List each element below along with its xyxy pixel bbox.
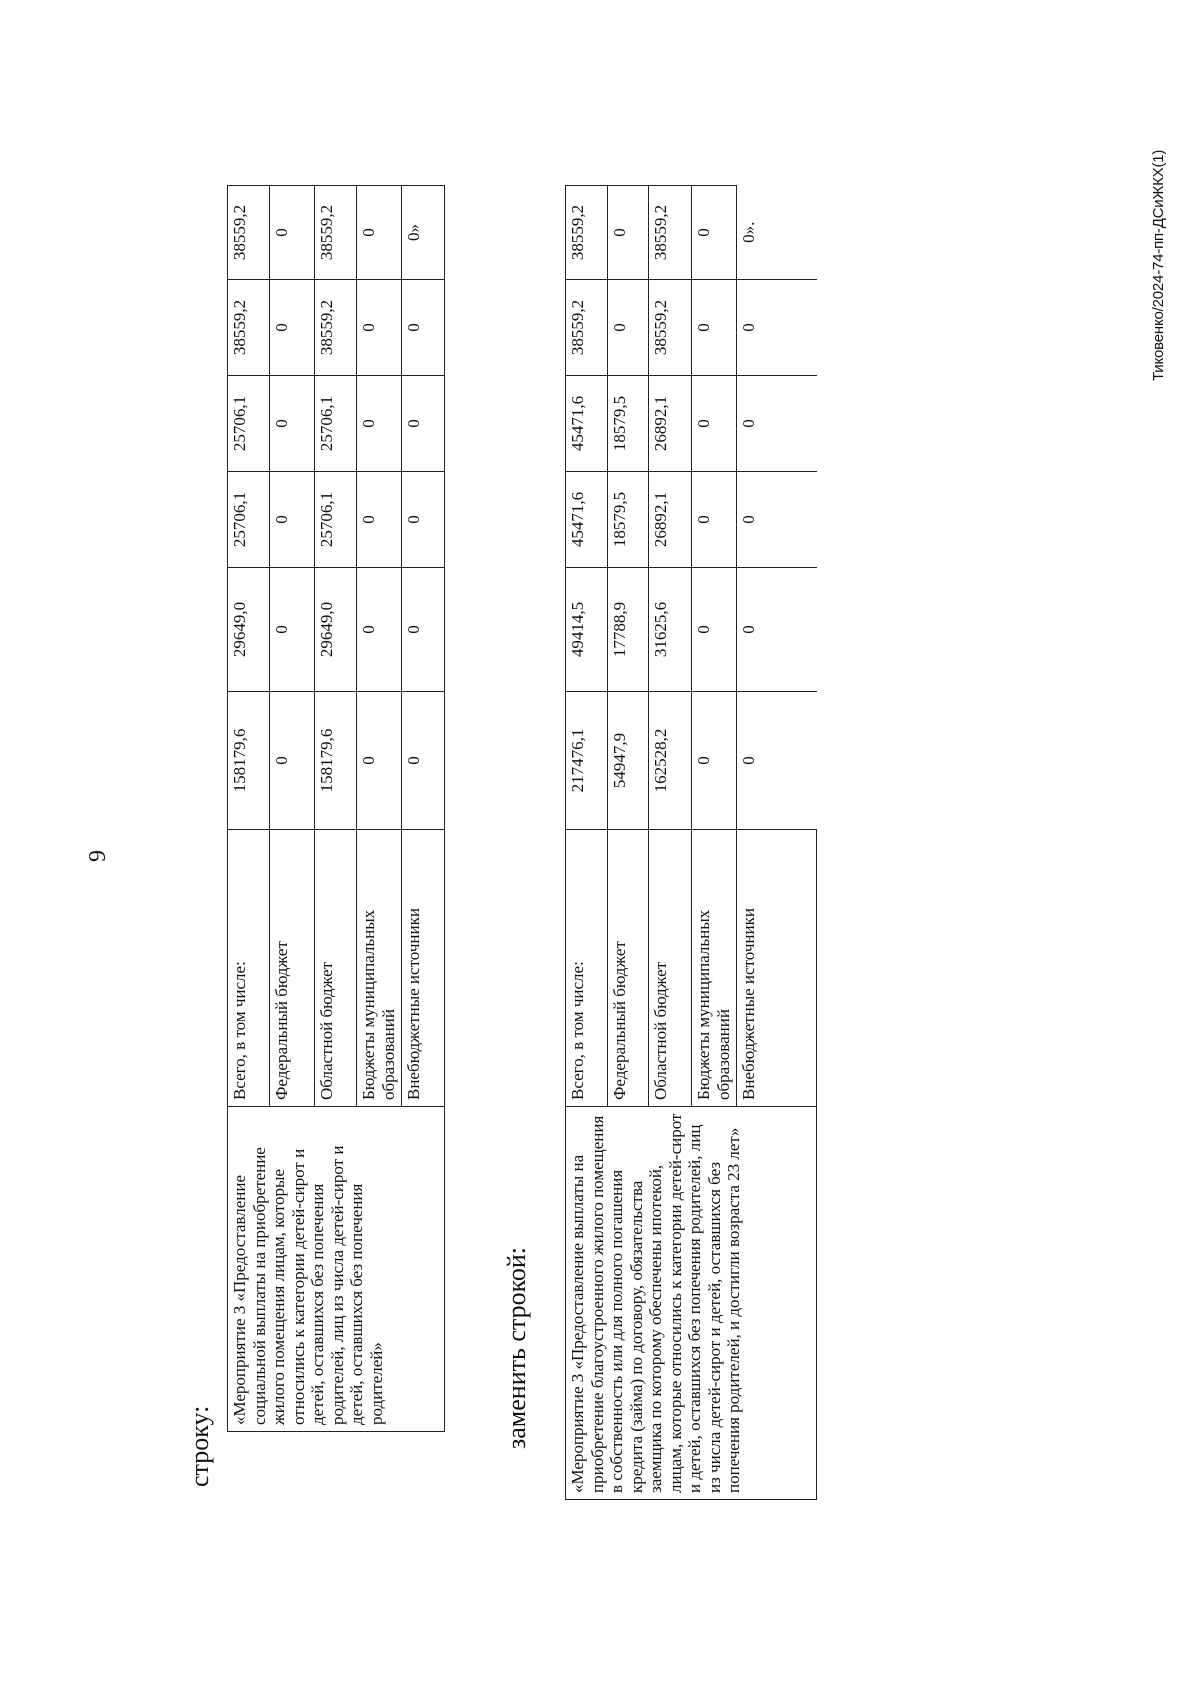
value-cell: 0 [692, 186, 737, 280]
value-cell: 0 [270, 568, 315, 692]
caption-with-row: заменить строкой: [502, 1246, 531, 1449]
value-cell: 25706,1 [315, 472, 357, 568]
value-cell: 0 [692, 568, 737, 692]
value-cell: 0» [402, 186, 445, 280]
funding-source: Внебюджетные источники [737, 830, 817, 1107]
value-cell: 158179,6 [228, 692, 270, 830]
value-cell: 0 [402, 472, 445, 568]
value-cell: 0 [402, 568, 445, 692]
funding-source: Федеральный бюджет [608, 830, 649, 1107]
new-activity-table [565, 185, 817, 1500]
funding-source: Областной бюджет [315, 830, 357, 1107]
value-cell: 0 [692, 692, 737, 830]
value-cell: 0 [357, 472, 402, 568]
value-cell: 25706,1 [228, 472, 270, 568]
value-cell: 49414,5 [566, 568, 608, 692]
value-cell: 0 [692, 280, 737, 376]
value-cell: 217476,1 [566, 692, 608, 830]
value-cell: 0 [357, 568, 402, 692]
value-cell: 158179,6 [315, 692, 357, 830]
value-cell: 38559,2 [315, 186, 357, 280]
funding-source: Внебюджетные источники [402, 830, 445, 1107]
activity-description: «Мероприятие 3 «Предоставление выплаты на приобретение благоустроенного жилого помещения в собственность или для полного погашения кредита (займа) по договору, обязательства заемщика по которому обеспечены ипотекой, лицам, которые относились к категории детей-сирот и детей, оставшихся без попечения родителей, лиц из числа детей-сирот и детей, оставшихся без попечения родителей, и достигли возраста 23 лет» [566, 1107, 817, 1500]
value-cell: 0 [737, 568, 817, 692]
value-cell: 18579,5 [608, 376, 649, 472]
value-cell: 0 [692, 376, 737, 472]
value-cell: 38559,2 [649, 186, 692, 280]
value-cell: 0 [692, 472, 737, 568]
value-cell: 38559,2 [315, 280, 357, 376]
value-cell: 0 [402, 692, 445, 830]
value-cell: 0 [608, 186, 649, 280]
value-cell: 38559,2 [228, 186, 270, 280]
funding-source: Бюджеты муниципальных образований [692, 830, 737, 1107]
value-cell: 0 [357, 280, 402, 376]
activity-description: «Мероприятие 3 «Предоставление социальной выплаты на приобретение жилого помещения лицам, которые относились к категории детей-сирот и детей, оставшихся без попечения родителей, лиц из числа детей-сирот и детей, оставшихся без попечения родителей» [228, 1107, 445, 1432]
funding-source: Областной бюджет [649, 830, 692, 1107]
value-cell: 0 [357, 692, 402, 830]
value-cell: 0 [608, 280, 649, 376]
value-cell: 26892,1 [649, 376, 692, 472]
value-cell: 0 [357, 376, 402, 472]
table-row [228, 186, 270, 1432]
value-cell: 0 [357, 186, 402, 280]
caption-replace-row: строку: [185, 1405, 214, 1487]
value-cell: 0 [270, 280, 315, 376]
value-cell: 29649,0 [228, 568, 270, 692]
value-cell: 54947,9 [608, 692, 649, 830]
value-cell: 0 [270, 472, 315, 568]
funding-source: Бюджеты муниципальных образований [357, 830, 402, 1107]
value-cell: 26892,1 [649, 472, 692, 568]
value-cell: 0 [737, 376, 817, 472]
value-cell: 0 [270, 186, 315, 280]
funding-source: Всего, в том числе: [566, 830, 608, 1107]
value-cell: 25706,1 [315, 376, 357, 472]
value-cell: 0 [402, 376, 445, 472]
value-cell: 0 [402, 280, 445, 376]
value-cell: 25706,1 [228, 376, 270, 472]
value-cell: 38559,2 [228, 280, 270, 376]
value-cell: 29649,0 [315, 568, 357, 692]
value-cell: 0». [737, 186, 817, 280]
value-cell: 31625,6 [649, 568, 692, 692]
value-cell: 45471,6 [566, 472, 608, 568]
old-activity-table [227, 185, 445, 1432]
document-code: Тиковенко/2024-74-пп-ДСиЖКХ(1) [1150, 149, 1167, 381]
page-number: 9 [85, 850, 111, 862]
value-cell: 0 [737, 472, 817, 568]
value-cell: 0 [737, 280, 817, 376]
value-cell: 38559,2 [566, 280, 608, 376]
value-cell: 162528,2 [649, 692, 692, 830]
value-cell: 38559,2 [566, 186, 608, 280]
table-row [566, 186, 608, 1500]
value-cell: 0 [737, 692, 817, 830]
value-cell: 17788,9 [608, 568, 649, 692]
value-cell: 45471,6 [566, 376, 608, 472]
funding-source: Федеральный бюджет [270, 830, 315, 1107]
funding-source: Всего, в том числе: [228, 830, 270, 1107]
value-cell: 0 [270, 376, 315, 472]
value-cell: 0 [270, 692, 315, 830]
value-cell: 38559,2 [649, 280, 692, 376]
value-cell: 18579,5 [608, 472, 649, 568]
